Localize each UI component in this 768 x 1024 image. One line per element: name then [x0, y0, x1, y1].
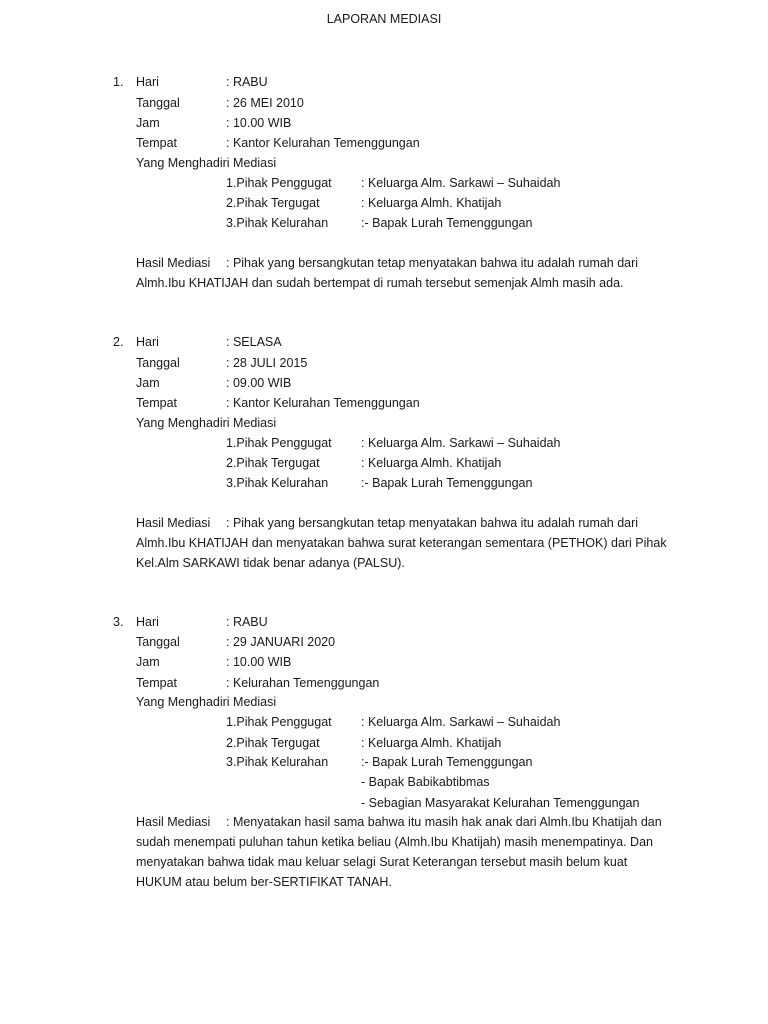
- hari-value: : RABU: [226, 75, 268, 89]
- attendee-role: 2.Pihak Tergugat: [226, 456, 320, 470]
- jam-label: Jam: [136, 116, 160, 130]
- attendance-heading: Yang Menghadiri Mediasi: [136, 156, 277, 170]
- attendee-value: :- Bapak Lurah Temenggungan: [361, 216, 533, 230]
- hasil-label: Hasil Mediasi: [136, 516, 211, 530]
- attendee-role: 3.Pihak Kelurahan: [226, 476, 329, 490]
- attendee-value: : Keluarga Almh. Khatijah: [361, 736, 502, 750]
- hari-label: Hari: [136, 615, 159, 629]
- jam-label: Jam: [136, 376, 160, 390]
- attendee-value: : Keluarga Alm. Sarkawi – Suhaidah: [361, 176, 561, 190]
- jam-value: : 10.00 WIB: [226, 116, 292, 130]
- tempat-label: Tempat: [136, 396, 177, 410]
- attendee-role: 1.Pihak Penggugat: [226, 715, 332, 729]
- attendee-role: 3.Pihak Kelurahan: [226, 216, 329, 230]
- attendee-value: : Keluarga Alm. Sarkawi – Suhaidah: [361, 715, 561, 729]
- attendance-heading: Yang Menghadiri Mediasi: [136, 695, 277, 709]
- document-title: LAPORAN MEDIASI: [326, 12, 442, 26]
- jam-label: Jam: [136, 655, 160, 669]
- jam-value: : 09.00 WIB: [226, 376, 292, 390]
- tanggal-value: : 28 JULI 2015: [226, 356, 308, 370]
- hasil-first-line: : Pihak yang bersangkutan tetap menyatakan bahwa itu adalah rumah dari: [226, 256, 639, 270]
- attendee-value: : Keluarga Almh. Khatijah: [361, 196, 502, 210]
- attendee-role: 2.Pihak Tergugat: [226, 196, 320, 210]
- attendee-role: 2.Pihak Tergugat: [226, 736, 320, 750]
- section-number: 1.: [113, 75, 124, 89]
- hari-label: Hari: [136, 75, 159, 89]
- attendance-heading: Yang Menghadiri Mediasi: [136, 416, 277, 430]
- attendee-role: 1.Pihak Penggugat: [226, 176, 332, 190]
- attendee-value: - Bapak Babikabtibmas: [361, 775, 490, 789]
- hasil-label: Hasil Mediasi: [136, 815, 211, 829]
- tempat-value: : Kantor Kelurahan Temenggungan: [226, 396, 420, 410]
- hasil-continuation: Kel.Alm SARKAWI tidak benar adanya (PALSU).: [136, 556, 405, 570]
- attendee-value: :- Bapak Lurah Temenggungan: [361, 755, 533, 769]
- hari-label: Hari: [136, 335, 159, 349]
- attendee-value: : Keluarga Alm. Sarkawi – Suhaidah: [361, 436, 561, 450]
- attendee-role: 3.Pihak Kelurahan: [226, 755, 329, 769]
- tanggal-value: : 29 JANUARI 2020: [226, 635, 336, 649]
- hasil-continuation: menyatakan bahwa tidak mau keluar selagi Surat Keterangan tersebut masih belum kuat: [136, 855, 628, 869]
- tempat-value: : Kantor Kelurahan Temenggungan: [226, 136, 420, 150]
- tanggal-label: Tanggal: [136, 96, 180, 110]
- tempat-label: Tempat: [136, 676, 177, 690]
- tanggal-label: Tanggal: [136, 356, 180, 370]
- tempat-value: : Kelurahan Temenggungan: [226, 676, 380, 690]
- hasil-continuation: sudah menempati puluhan tahun ketika beliau (Almh.Ibu Khatijah) masih menempatinya. Dan: [136, 835, 653, 849]
- hari-value: : RABU: [226, 615, 268, 629]
- tanggal-value: : 26 MEI 2010: [226, 96, 304, 110]
- hasil-continuation: HUKUM atau belum ber-SERTIFIKAT TANAH.: [136, 875, 392, 889]
- jam-value: : 10.00 WIB: [226, 655, 292, 669]
- hasil-continuation: Almh.Ibu KHATIJAH dan sudah bertempat di rumah tersebut semenjak Almh masih ada.: [136, 276, 624, 290]
- hari-value: : SELASA: [226, 335, 282, 349]
- attendee-value: :- Bapak Lurah Temenggungan: [361, 476, 533, 490]
- hasil-continuation: Almh.Ibu KHATIJAH dan menyatakan bahwa surat keterangan sementara (PETHOK) dari Pihak: [136, 536, 667, 550]
- attendee-role: 1.Pihak Penggugat: [226, 436, 332, 450]
- tanggal-label: Tanggal: [136, 635, 180, 649]
- hasil-first-line: : Menyatakan hasil sama bahwa itu masih hak anak dari Almh.Ibu Khatijah dan: [226, 815, 662, 829]
- hasil-label: Hasil Mediasi: [136, 256, 211, 270]
- hasil-first-line: : Pihak yang bersangkutan tetap menyatakan bahwa itu adalah rumah dari: [226, 516, 639, 530]
- attendee-value: : Keluarga Almh. Khatijah: [361, 456, 502, 470]
- tempat-label: Tempat: [136, 136, 177, 150]
- section-number: 3.: [113, 615, 124, 629]
- attendee-value: - Sebagian Masyarakat Kelurahan Temenggungan: [361, 796, 640, 810]
- section-number: 2.: [113, 335, 124, 349]
